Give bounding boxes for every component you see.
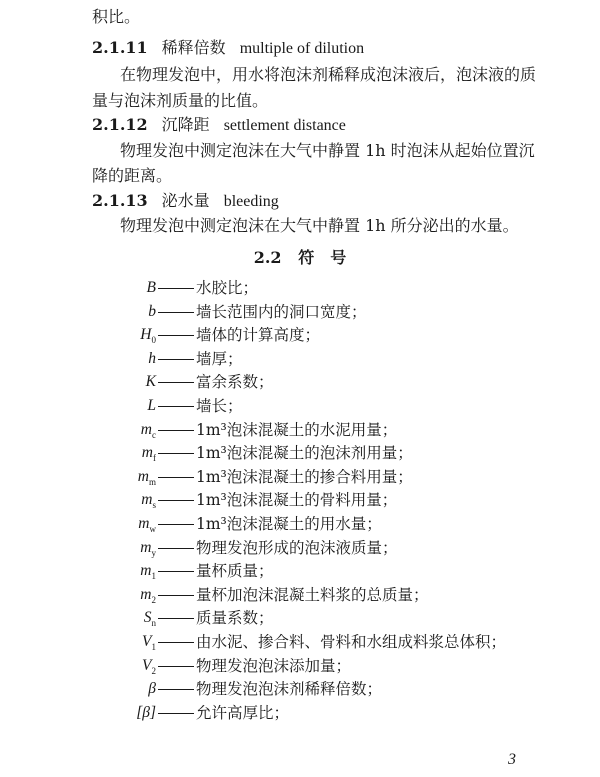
symbol-description: 物理发泡形成的泡沫液质量；	[196, 538, 398, 557]
symbol-description: 墙长；	[196, 397, 243, 415]
em-dash-line	[158, 524, 194, 525]
em-dash-line	[158, 666, 194, 667]
symbol-base: m	[140, 420, 152, 438]
em-dash-line	[158, 477, 194, 478]
symbol-description: 墙厚；	[196, 349, 243, 368]
symbol-description: 1m³泡沫混凝土的用水量；	[196, 515, 382, 533]
symbol-notation	[148, 678, 156, 700]
symbol-description: 量杯加泡沫混凝土料浆的总质量；	[196, 585, 429, 604]
symbol-row	[0, 584, 600, 606]
symbol-cell	[92, 466, 156, 488]
symbol-cell	[92, 678, 156, 700]
symbol-row	[0, 324, 600, 346]
page-number: 3	[508, 751, 516, 768]
symbol-base: m	[138, 515, 150, 532]
symbol-row	[0, 442, 600, 464]
em-dash-line	[158, 382, 194, 383]
term-heading	[92, 37, 364, 60]
symbol-description: 1m³泡沫混凝土的骨料用量；	[196, 491, 398, 510]
symbol-subscript: 2	[151, 665, 156, 676]
term-chinese: 泌水量	[161, 191, 210, 210]
em-dash-line	[158, 548, 194, 549]
symbol-base: [β]	[136, 703, 156, 721]
symbol-base: V	[142, 656, 152, 674]
symbol-description: 1m³泡沫混凝土的水泥用量；	[196, 420, 398, 439]
symbol-cell	[92, 513, 156, 535]
symbol-row	[0, 655, 600, 677]
symbol-base: m	[140, 562, 152, 580]
symbol-notation	[146, 371, 156, 393]
term-number: 2.1.11	[92, 38, 148, 57]
symbol-base: B	[146, 279, 156, 296]
symbol-cell	[92, 442, 156, 464]
symbol-base: m	[140, 585, 152, 603]
symbol-notation	[147, 395, 156, 417]
symbol-cell	[92, 348, 156, 370]
symbol-cell	[92, 301, 156, 323]
symbol-subscript: f	[153, 453, 156, 464]
symbol-description: 由水泥、掺合料、骨料和水组成料浆总体积；	[196, 633, 507, 651]
symbol-notation	[148, 348, 156, 370]
symbol-row	[0, 702, 600, 724]
symbol-description: 1m³泡沫混凝土的泡沫剂用量；	[196, 444, 413, 463]
symbol-description: 物理发泡泡沫剂稀释倍数；	[196, 680, 383, 699]
term-heading	[92, 114, 346, 137]
symbol-row	[0, 395, 600, 417]
term-definition: 物理发泡中测定泡沫在大气中静置 1h 所分泌出的水量。	[120, 216, 519, 235]
symbol-base: β	[148, 680, 156, 698]
symbol-cell	[92, 631, 156, 653]
symbol-base: b	[148, 302, 156, 320]
symbol-base: h	[148, 349, 156, 367]
em-dash-line	[158, 571, 194, 572]
symbol-base: m	[140, 538, 152, 556]
em-dash-line	[158, 642, 194, 643]
symbol-cell	[92, 419, 156, 441]
symbol-base: L	[147, 397, 156, 414]
symbol-subscript: c	[152, 429, 156, 440]
symbol-description: 富余系数；	[196, 373, 274, 392]
symbol-description: 物理发泡泡沫添加量；	[196, 656, 352, 675]
term-definition: 物理发泡中测定泡沫在大气中静置 1h 时泡沫从起始位置沉	[120, 141, 535, 160]
symbol-row	[0, 277, 600, 299]
term-definition: 量与泡沫剂质量的比值。	[92, 91, 269, 110]
symbol-subscript: 1	[151, 642, 156, 653]
symbol-base: H	[140, 326, 152, 344]
em-dash-line	[158, 430, 194, 431]
symbol-description: 量杯质量；	[196, 562, 274, 581]
em-dash-line	[158, 453, 194, 454]
symbol-row	[0, 537, 600, 559]
symbol-base: S	[143, 609, 152, 627]
symbol-notation	[136, 702, 156, 724]
symbol-row	[0, 489, 600, 511]
symbol-cell	[92, 655, 156, 677]
term-chinese: 沉降距	[161, 115, 210, 134]
em-dash-line	[158, 595, 194, 596]
em-dash-line	[158, 406, 194, 407]
em-dash-line	[158, 689, 194, 690]
symbol-base: m	[141, 444, 153, 462]
symbol-row	[0, 371, 600, 393]
symbol-notation	[148, 301, 156, 323]
symbol-description: 墙体的计算高度；	[196, 326, 321, 345]
section-number: 2.2	[253, 248, 282, 267]
symbol-description: 墙长范围内的洞口宽度；	[196, 302, 367, 321]
symbol-cell	[92, 395, 156, 417]
section-title	[0, 247, 600, 269]
symbol-row	[0, 348, 600, 370]
symbol-cell	[92, 702, 156, 724]
term-definition: 降的距离。	[92, 166, 173, 185]
term-english: bleeding	[223, 193, 279, 210]
symbol-cell	[92, 560, 156, 582]
symbol-row	[0, 301, 600, 323]
symbol-description: 1m³泡沫混凝土的掺合料用量；	[196, 467, 413, 486]
symbol-cell	[92, 537, 156, 559]
symbol-description: 质量系数；	[196, 609, 274, 628]
term-english: multiple of dilution	[239, 40, 365, 57]
term-heading	[92, 190, 279, 213]
symbol-cell	[92, 489, 156, 511]
symbol-subscript: m	[148, 476, 156, 487]
symbol-row	[0, 631, 600, 653]
term-chinese: 稀释倍数	[161, 38, 226, 57]
symbol-description: 允许高厚比；	[196, 703, 290, 722]
em-dash-line	[158, 359, 194, 360]
em-dash-line	[158, 713, 194, 714]
continuation-text: 积比。	[92, 7, 141, 26]
symbol-base: V	[142, 633, 152, 650]
symbol-cell	[92, 371, 156, 393]
symbol-subscript: 1	[151, 571, 156, 582]
symbol-base: K	[145, 373, 156, 391]
symbol-row	[0, 466, 600, 488]
symbol-cell	[92, 324, 156, 346]
em-dash-line	[158, 335, 194, 336]
symbol-subscript: 0	[151, 335, 156, 346]
term-english: settlement distance	[223, 117, 346, 134]
symbol-cell	[92, 607, 156, 629]
symbol-subscript: y	[151, 547, 156, 558]
symbol-row	[0, 678, 600, 700]
em-dash-line	[158, 618, 194, 619]
symbol-notation	[147, 277, 156, 299]
em-dash-line	[158, 500, 194, 501]
em-dash-line	[158, 312, 194, 313]
term-number: 2.1.12	[92, 115, 148, 134]
symbol-subscript: s	[152, 500, 156, 511]
symbol-subscript: w	[149, 524, 156, 535]
symbol-base: m	[141, 491, 153, 509]
symbol-subscript: 2	[151, 594, 156, 605]
symbol-row	[0, 513, 600, 535]
symbol-base: m	[137, 467, 149, 485]
em-dash-line	[158, 288, 194, 289]
symbol-description: 水胶比；	[196, 279, 259, 297]
symbol-row	[0, 419, 600, 441]
symbol-cell	[92, 277, 156, 299]
section-title-text: 符 号	[298, 248, 347, 267]
symbol-subscript: n	[151, 618, 156, 629]
term-number: 2.1.13	[92, 191, 148, 210]
symbol-cell	[92, 584, 156, 606]
symbol-row	[0, 607, 600, 629]
symbol-row	[0, 560, 600, 582]
term-definition: 在物理发泡中，用水将泡沫剂稀释成泡沫液后，泡沫液的质	[120, 65, 537, 84]
